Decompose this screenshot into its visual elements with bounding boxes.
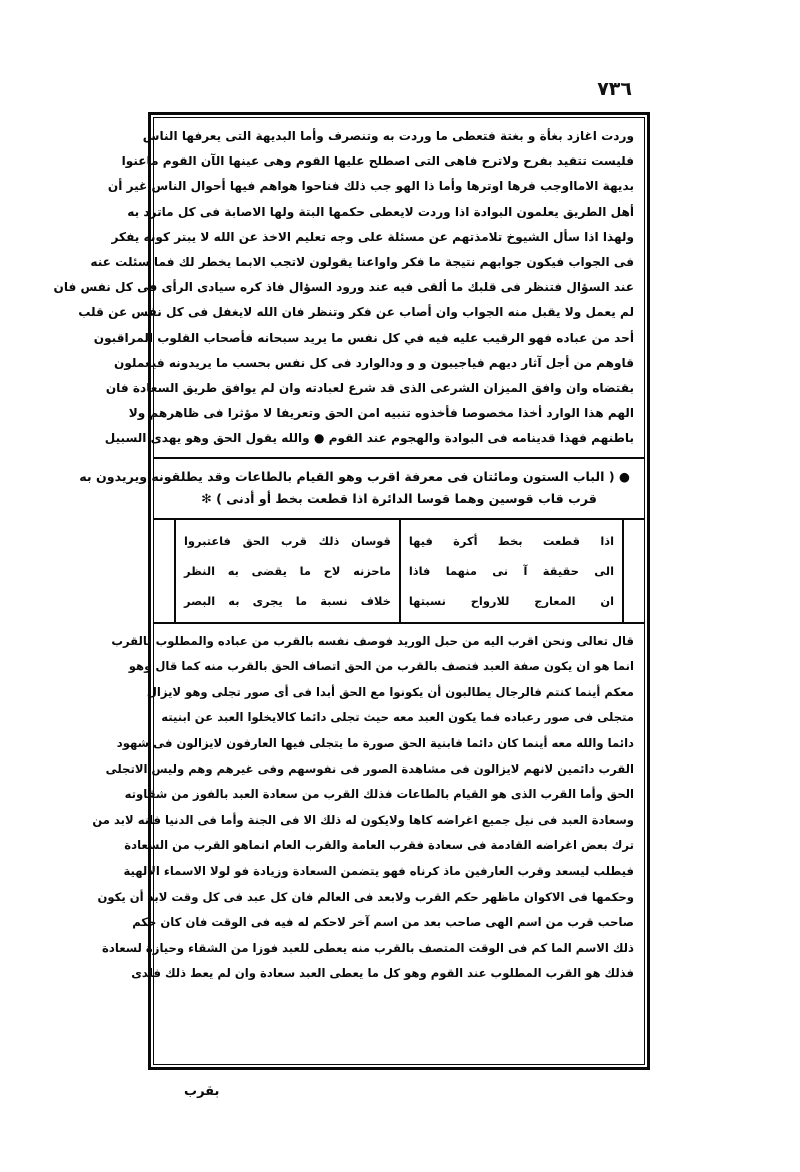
- body-prose-block: [92, 624, 644, 1064]
- chapter-heading-block: [79, 459, 644, 520]
- prose-line: فليست تتقيد بفرح ولاترح فاهى التى اصطلح عليها القوم وهى عينها الآن القوم ماعنوا: [121, 154, 634, 169]
- prose-line: قال تعالى ونحن اقرب اليه من حبل الوريد فوصف نفسه بالقرب من عباده والمطلوب بالقرب: [111, 633, 634, 648]
- prose-line: الحق وأما القرب الذى هو القيام بالطاعات فذلك القرب من سعادة العبد بالفوز من شقاوته: [124, 787, 634, 802]
- page-number: ٧٣٦: [597, 78, 632, 100]
- prose-line: وسعادة العبد فى نيل جميع اغراضه كاها ولايكون له ذلك الا فى الجنة وأما فى الدنيا فانه لابد من: [92, 812, 634, 827]
- prose-line: القرب دائمين لانهم لايزالون فى مشاهدة الصور فى نفوسهم وفى غيرهم وهم وليس الاتجلى: [105, 761, 634, 776]
- chapter-heading-line: قرب قاب قوسين وهما قوسا الدائرة اذا قطعت بخط أو أدنى ) ✻: [201, 490, 597, 506]
- prose-line: قاوهم من أجل آثار ديهم فياجيبون و و ودالوارد فى كل نفس بحسب ما يريدونه فيعملون: [114, 355, 634, 370]
- text-frame-inner: [53, 117, 645, 1065]
- prose-line: انما هو ان يكون صفة العبد فتصف بالقرب من الحق اتصاف الحق بالقرب منه كما قال وهو: [128, 659, 634, 674]
- prose-line: بقتضاه وان وافق الميزان الشرعى الذى قد شرع لعبادته وان لم يوافق طريق السعادة فان: [105, 381, 634, 396]
- verse-line: ماحزنه لاح ما يقضى به النظر: [184, 563, 391, 578]
- prose-line: فيطلب ليسعد وقرب العارفين ماذ كرناه فهو يتضمن السعادة وزيادة فو لولا الاسماء الالهية: [123, 863, 634, 878]
- prose-line: ولهذا اذا سأل الشيوخ تلامذتهم عن مسئلة على وجه تعليم الاخذ عن الله لا يبتر كونه يفكر: [111, 229, 634, 244]
- text-frame: [53, 112, 650, 1070]
- prose-line: ترك بعض اغراضه القادمة فى سعادة فقرب العامة والقرب العام انماهو القرب من السعادة: [124, 838, 634, 853]
- prose-line: بديهة الامااوجب فرها اوترها وأما ذا الهو جب ذلك فناحوا هواهم فيها أحوال الناس غير أن: [107, 179, 634, 194]
- verse-block: [154, 520, 644, 624]
- verse-column-sadr: [399, 520, 622, 622]
- verse-margin-left: [154, 520, 176, 622]
- verse-line: الى حقيقة آ نى منهما فاذا: [408, 563, 614, 578]
- verse-line: ان المعارج للارواح نسبتها: [408, 593, 614, 608]
- prose-line: باطنهم فهذا قدينامه فى البوادة والهجوم عند القوم ● والله يقول الحق وهو يهدى السبيل: [104, 431, 634, 446]
- chapter-heading-line: ● ( الباب الستون ومائتان فى معرفة اقرب وهو القيام بالطاعات وقد يطلقونه ويريدون به: [79, 468, 630, 484]
- verse-line: قوسان ذلك قرب الحق فاعتبروا: [184, 533, 391, 548]
- prose-line: فذلك هو القرب المطلوب عند القوم وهو كل ما يعطى العبد سعادة وان لم يعط ذلك فلدى: [131, 966, 634, 981]
- prose-line: معكم أينما كنتم فالرجال يطالبون أن يكونوا مع الحق أبدا فى أى صور تجلى وهو لايزال: [146, 684, 634, 699]
- prose-line: صاحب قرب من اسم الهى صاحب بعد من اسم آخر لاحكم له فيه فى الوقت فان كان حكم: [132, 915, 634, 930]
- prose-line: عند السؤال فتنظر فى قلبك ما ألقى فيه عند ورود السؤال فاذ كره سيادى الرأى فى كل نفس فان: [53, 280, 634, 295]
- verse-column-ajuz: [176, 520, 399, 622]
- prose-line: لم يعمل ولا يقبل منه الجواب وان أصاب عن فكر وتنظر فان الله لايغفل فى كل نفس عن قلب: [78, 305, 634, 320]
- prose-line: أهل الطريق يعلمون البوادة اذا وردت لايعطى حكمها البتة ولها الاصابة فى كل ماترد به: [127, 204, 634, 219]
- verse-line: اذا قطعت بخط أكرة فيها: [408, 533, 614, 548]
- catchword: بقرب: [184, 1084, 220, 1099]
- prose-line: أحد من عباده فهو الرقيب عليه فيه في كل نفس ما يريد سبحانه فأصحاب القلوب المراقبون: [93, 330, 634, 345]
- top-prose-block: [53, 118, 644, 459]
- prose-line: الهم هذا الوارد أخذا مخصوصا فأخذوه تنبيه امن الحق وتعريفا لا مؤثرا فى ظاهرهم ولا: [128, 406, 634, 421]
- prose-line: وردت اغازد بغأة و بغتة فتعطى ما وردت به وتنصرف وأما البديهة التى يعرفها الناس: [142, 129, 634, 143]
- prose-line: وحكمها فى الاكوان ماظهر حكم القرب ولابعد فى العالم فان كل عبد فى كل وقت لابد أن يكون: [97, 889, 634, 904]
- verse-margin-right: [622, 520, 644, 622]
- prose-line: دائما والله معه أينما كان دائما فابنية الحق صورة ما يتجلى فيها العارفون لايزالون فى شهود: [116, 736, 634, 751]
- prose-line: ذلك الاسم الما كم فى الوقت المتصف بالقرب منه يعطى للعبد فوزا من الشقاء وحيازة لسعادة: [102, 940, 634, 955]
- prose-line: فى الجواب فيكون جوابهم نتيجة ما فكر واواعنا يقولون لاتجب الابما يخطر لك فما سئلت عنه: [90, 255, 634, 270]
- verse-line: خلاف نسبة ما يجرى به البصر: [184, 593, 391, 608]
- prose-line: متجلى فى صور رعباده فما يكون العبد معه حيث تجلى دائما كالايخلوا العبد عن ابنيته: [161, 710, 634, 725]
